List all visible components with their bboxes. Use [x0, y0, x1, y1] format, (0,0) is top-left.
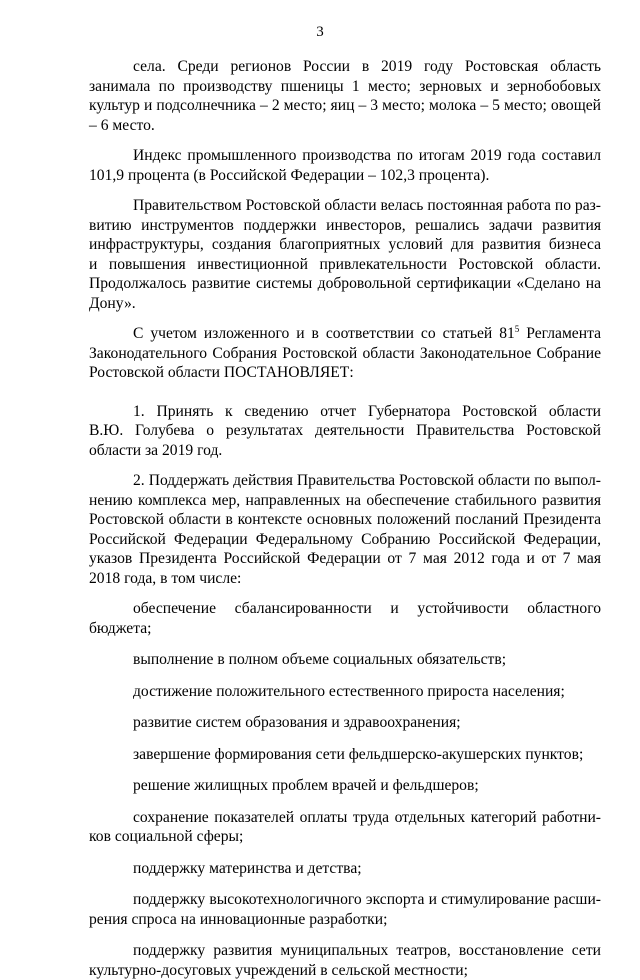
list-item: решение жилищных проблем врачей и фельдшеров;: [133, 777, 479, 794]
resolution-point-2: 2. Поддержать действия Правительства Ростовской области по выполнению комплекса мер, направленных на обеспечение стабильного развития Ростовской области в контексте основных положений посланий Президента Российской Федерации Федеральному Собранию Российской Федерации, указов Президента Российской Федерации от 7 мая 2012 года и от 7 мая 2018 года, в том числе:: [89, 472, 601, 587]
paragraph-agriculture: села. Среди регионов России в 2019 году Ростовская область занимала по производству пшеницы 1 место; зерновых и зернобобовых культур и подсолнечника – 2 место; яиц – 3 место; молока – 5 место; овощей – 6 место.: [89, 58, 601, 134]
document-body: [89, 57, 601, 980]
decree-text-after: Регламента Законодательного Собрания Ростовской области Законодательное Собрание Ростовской области ПОСТАНОВЛЯЕТ:: [89, 325, 602, 381]
decree-text-before: С учетом изложенного и в соответствии со статьей 81: [133, 325, 515, 342]
paragraph-industrial-index: Индекс промышленного производства по итогам 2019 года составил 101,9 процента (в Российской Федерации – 102,3 процента).: [89, 147, 601, 184]
list-item: поддержку высокотехнологичного экспорта и стимулирование расширения спроса на инновационные разработки;: [89, 891, 601, 928]
paragraph-investors: Правительством Ростовской области велась постоянная работа по развитию инструментов поддержки инвесторов, решались задачи развития инфраструктуры, создания благоприятных условий для развития бизнеса и повышения инвестиционной привлекательности Ростовской области. Продолжалось развитие системы добровольной сертификации «Сделано на Дону».: [89, 197, 601, 312]
resolution-point-1: 1. Принять к сведению отчет Губернатора Ростовской области В.Ю. Голубева о результатах деятельности Правительства Ростовской области за 2019 год.: [89, 402, 601, 459]
list-item: поддержку развития муниципальных театров, восстановление сети культурно-досуговых учреждений в сельской местности;: [89, 942, 601, 979]
page-number: 3: [316, 24, 324, 40]
list-item: выполнение в полном объеме социальных обязательств;: [133, 651, 507, 668]
paragraph-decree: [89, 324, 601, 383]
list-item: обеспечение сбалансированности и устойчивости областного бюджета;: [89, 600, 601, 637]
list-item: завершение формирования сети фельдшерско-акушерских пунктов;: [133, 745, 584, 763]
list-item: поддержку материнства и детства;: [133, 859, 362, 877]
article-superscript: 5: [514, 323, 520, 334]
list-item: достижение положительного естественного прироста населения;: [133, 682, 565, 700]
list-item: сохранение показателей оплаты труда отдельных категорий работников социальной сферы;: [89, 808, 601, 845]
list-item: развитие систем образования и здравоохранения;: [133, 714, 461, 731]
